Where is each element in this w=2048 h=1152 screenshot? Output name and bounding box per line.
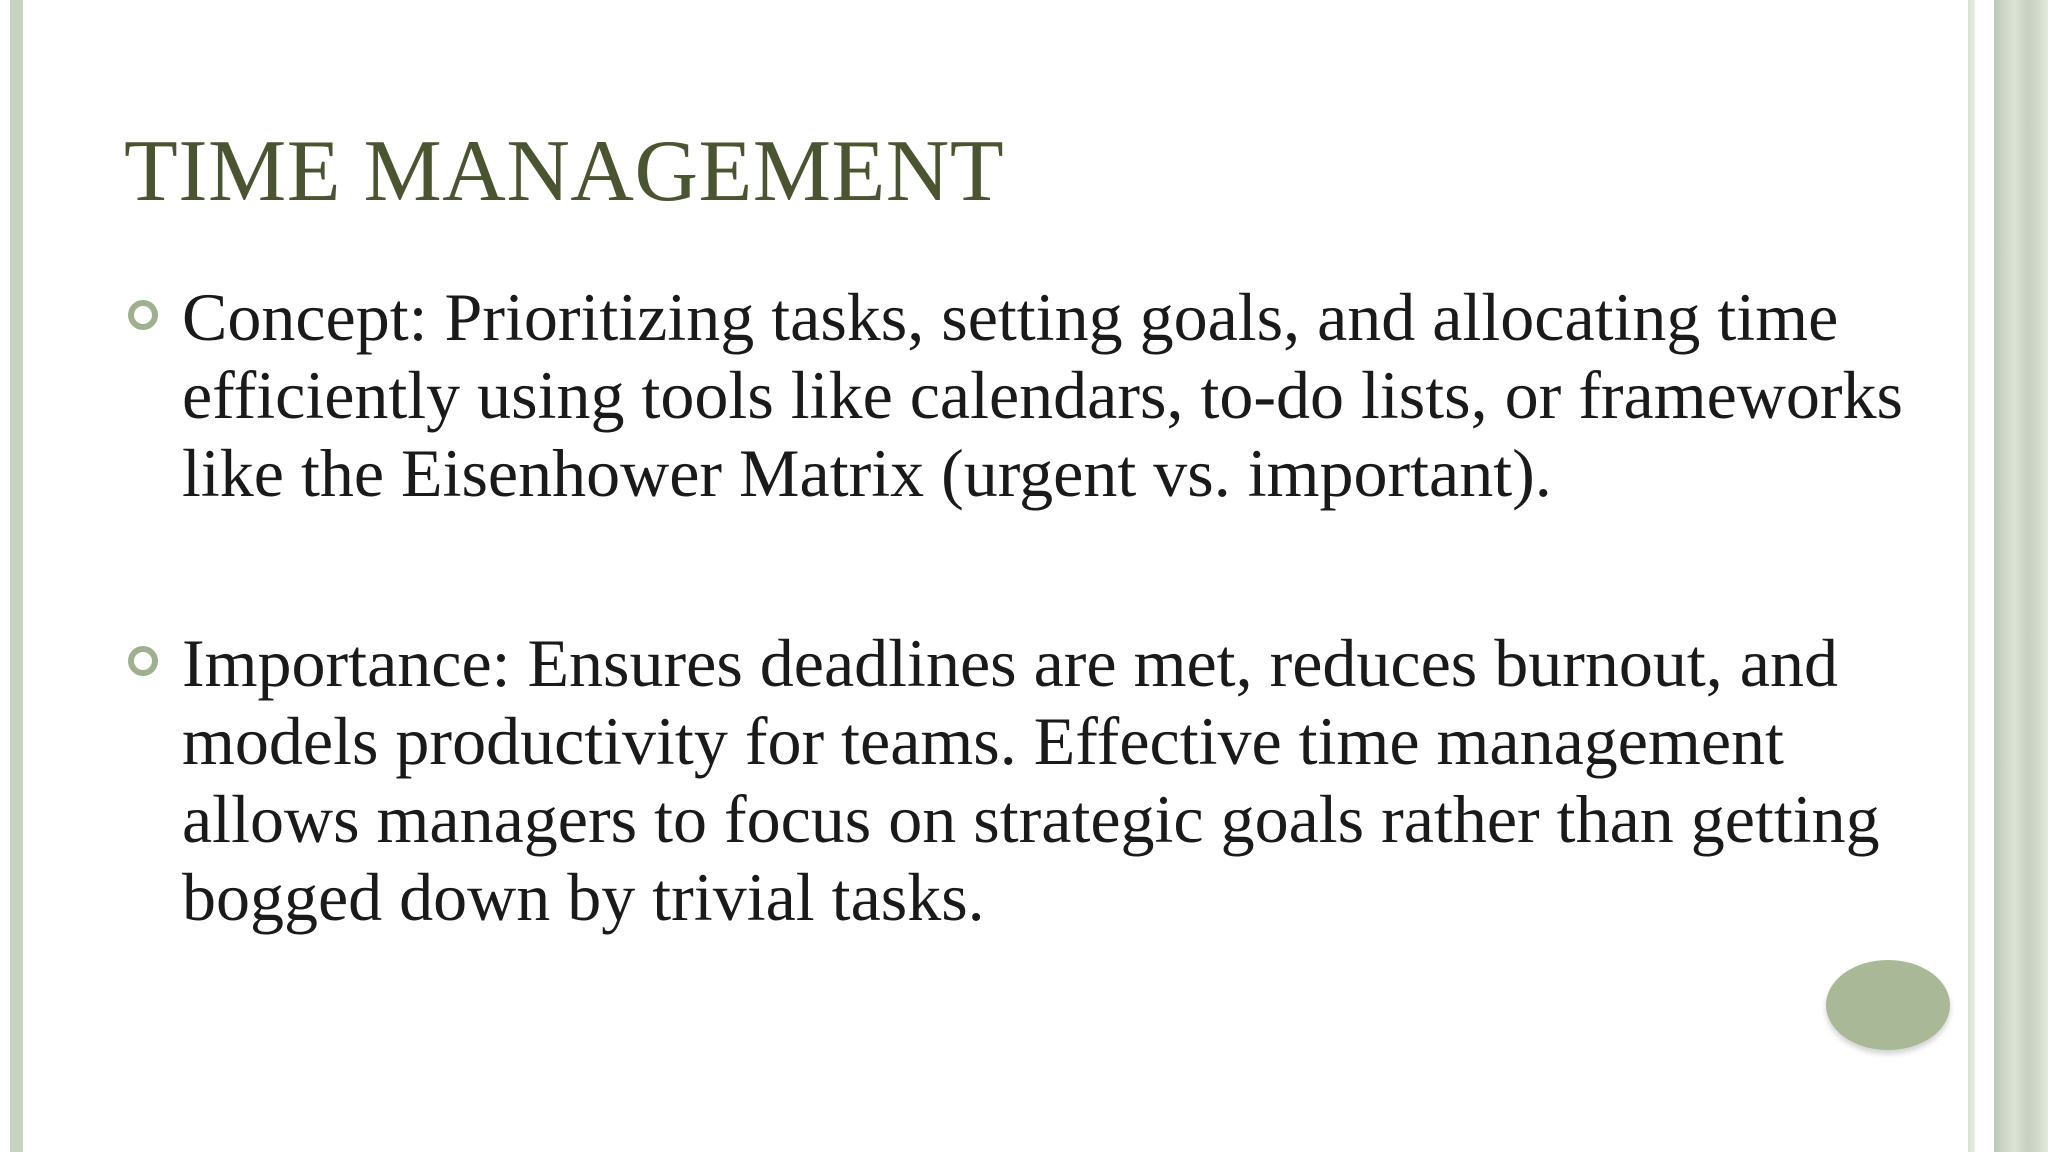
bullet-item-concept — [182, 278, 1952, 512]
bullet-item-importance — [182, 624, 1952, 936]
right-decorative-band — [1968, 0, 2048, 1152]
hollow-circle-bullet-icon — [128, 300, 158, 330]
bullet-text: Concept: Prioritizing tasks, setting goals, and allocating time efficiently using tools like calendars, to-do lists, or frameworks like the Eisenhower Matrix (urgent vs. important). — [182, 279, 1904, 511]
slide-title: TIME MANAGEMENT — [124, 123, 1005, 220]
hollow-circle-bullet-icon — [128, 646, 158, 676]
bullet-list — [182, 278, 1952, 936]
left-border-rule — [10, 0, 23, 1152]
decorative-oval-shape — [1826, 960, 1950, 1050]
bullet-text: Importance: Ensures deadlines are met, reduces burnout, and models productivity for teams. Effective time management allows managers to focus on strategic goals rather than getting bogged down by trivial tasks. — [182, 625, 1880, 935]
